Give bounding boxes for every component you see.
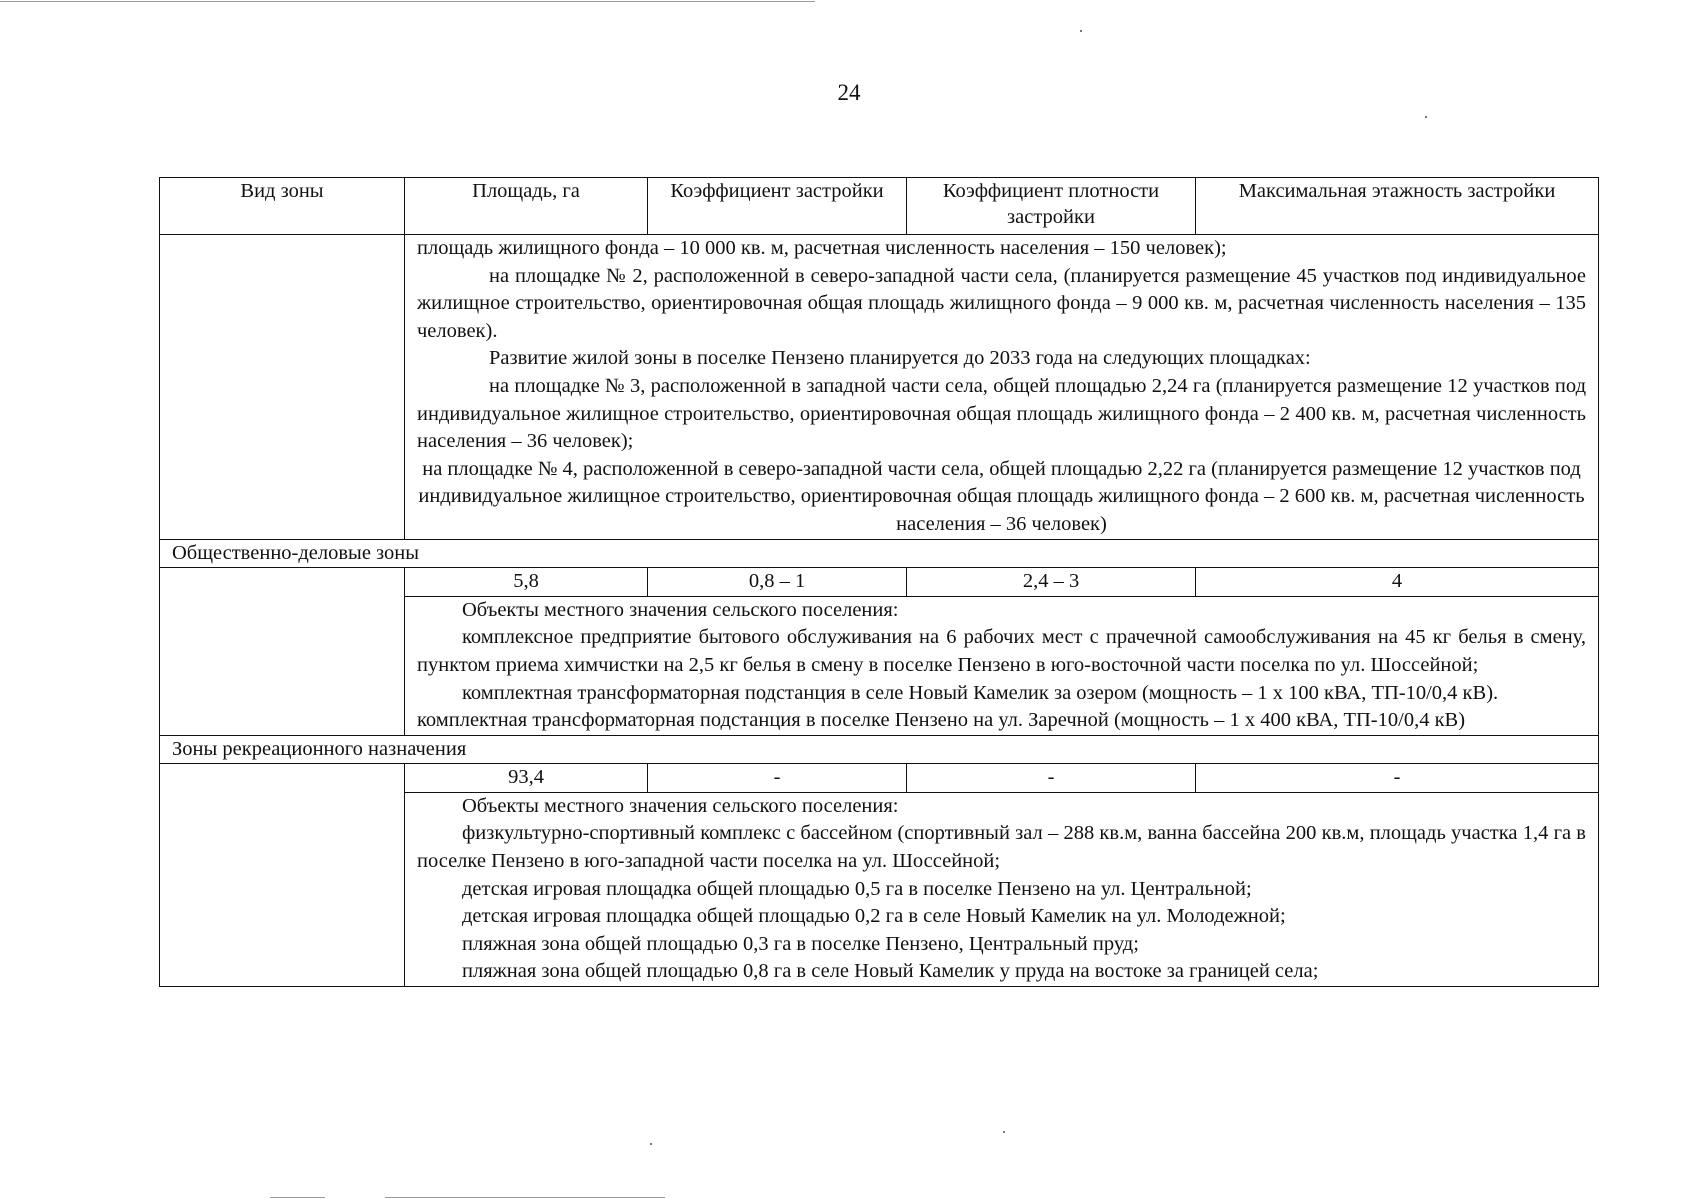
text-paragraph: Объекты местного значения сельского поселения:	[462, 598, 899, 621]
section-title: Общественно-деловые зоны	[160, 539, 1599, 568]
max-floors-value: 4	[1196, 568, 1599, 597]
header-max-floors: Максимальная этажность застройки	[1196, 178, 1599, 235]
text-paragraph: физкультурно-спортивный комплекс с бассейном (спортивный зал – 288 кв.м, ванна бассейна 200 кв.м, площадь участка 1,4 га в поселке Пензено в юго-западной части поселка на ул. Шоссейной;	[417, 822, 1586, 873]
max-floors-value: -	[1196, 764, 1599, 793]
scan-edge-line	[385, 1197, 665, 1198]
text-paragraph: площадь жилищного фонда – 10 000 кв. м, расчетная численность населения – 150 человек);	[417, 237, 1227, 259]
scan-speck	[1080, 30, 1082, 32]
scan-speck	[1425, 116, 1427, 118]
table-header-row	[160, 178, 1599, 235]
text-paragraph: Развитие жилой зоны в поселке Пензено планируется до 2033 года на следующих площадках:	[489, 347, 1311, 370]
page-number: 24	[837, 80, 861, 105]
zone-name-cell	[160, 235, 405, 540]
area-value: 5,8	[405, 568, 648, 597]
text-paragraph: комплектная трансформаторная подстанция в поселке Пензено на ул. Заречной (мощность – 1 х 400 кВА, ТП-10/0,4 кВ)	[417, 709, 1466, 732]
section-row-public-business	[160, 539, 1599, 568]
section-row-recreational	[160, 735, 1599, 764]
recreational-description	[405, 792, 1599, 986]
public-business-description	[405, 596, 1599, 735]
residential-text-row	[160, 235, 1599, 540]
values-row-recreational	[160, 764, 1599, 793]
density-coefficient-value: 2,4 – 3	[907, 568, 1196, 597]
density-coefficient-value: -	[907, 764, 1196, 793]
header-building-coefficient: Коэффициент застройки	[648, 178, 907, 235]
header-density-coefficient: Коэффициент плотности застройки	[907, 178, 1196, 235]
building-coefficient-value: -	[648, 764, 907, 793]
text-paragraph: пляжная зона общей площадью 0,3 га в поселке Пензено, Центральный пруд;	[462, 932, 1139, 955]
scan-speck	[650, 1143, 652, 1145]
text-paragraph: на площадке № 3, расположенной в западной части села, общей площадью 2,24 га (планируется размещение 12 участков под индивидуальное жилищное строительство, ориентировочная общая площадь жилищного фонда – 2 400 кв. м, расчетная численность населения – 36 человек);	[417, 374, 1586, 453]
zone-name-cell	[160, 764, 405, 987]
text-paragraph: пляжная зона общей площадью 0,8 га в селе Новый Камелик у пруда на востоке за границей села;	[462, 960, 1319, 983]
text-paragraph: комплексное предприятие бытового обслуживания на 6 рабочих мест с прачечной самообслуживания на 45 кг белья в смену, пунктом приема химчистки на 2,5 кг белья в смену в поселке Пензено в юго-восточной части поселка по ул. Шоссейной;	[417, 626, 1586, 676]
text-paragraph: комплектная трансформаторная подстанция в селе Новый Камелик за озером (мощность – 1 х 100 кВА, ТП-10/0,4 кВ).	[462, 681, 1499, 704]
header-area: Площадь, га	[405, 178, 648, 235]
text-paragraph: детская игровая площадка общей площадью 0,2 га в селе Новый Камелик на ул. Молодежной;	[462, 905, 1286, 928]
values-row-public-business	[160, 568, 1599, 597]
text-paragraph: на площадке № 2, расположенной в северо-западной части села, (планируется размещение 45 участков под индивидуальное жилищное строительство, ориентировочная общая площадь жилищного фонда – 9 000 кв. м, расчетная численность населения – 135 человек).	[417, 264, 1586, 342]
text-paragraph: детская игровая площадка общей площадью 0,5 га в поселке Пензено на ул. Центральной;	[462, 877, 1252, 900]
building-coefficient-value: 0,8 – 1	[648, 568, 907, 597]
scan-edge-line	[270, 1197, 325, 1198]
scan-edge-line	[0, 1, 815, 2]
text-paragraph: Объекты местного значения сельского поселения:	[462, 794, 899, 817]
residential-description	[405, 235, 1599, 540]
zones-table	[159, 177, 1599, 987]
header-zone-type: Вид зоны	[160, 178, 405, 235]
area-value: 93,4	[405, 764, 648, 793]
scan-speck	[1003, 1131, 1005, 1133]
text-paragraph: на площадке № 4, расположенной в северо-западной части села, общей площадью 2,22 га (планируется размещение 12 участков под индивидуальное жилищное строительство, ориентировочная общая площадь жилищного фонда – 2 600 кв. м, расчетная численность населения – 36 человек)	[418, 457, 1585, 535]
section-title: Зоны рекреационного назначения	[160, 735, 1599, 764]
zone-name-cell	[160, 568, 405, 736]
